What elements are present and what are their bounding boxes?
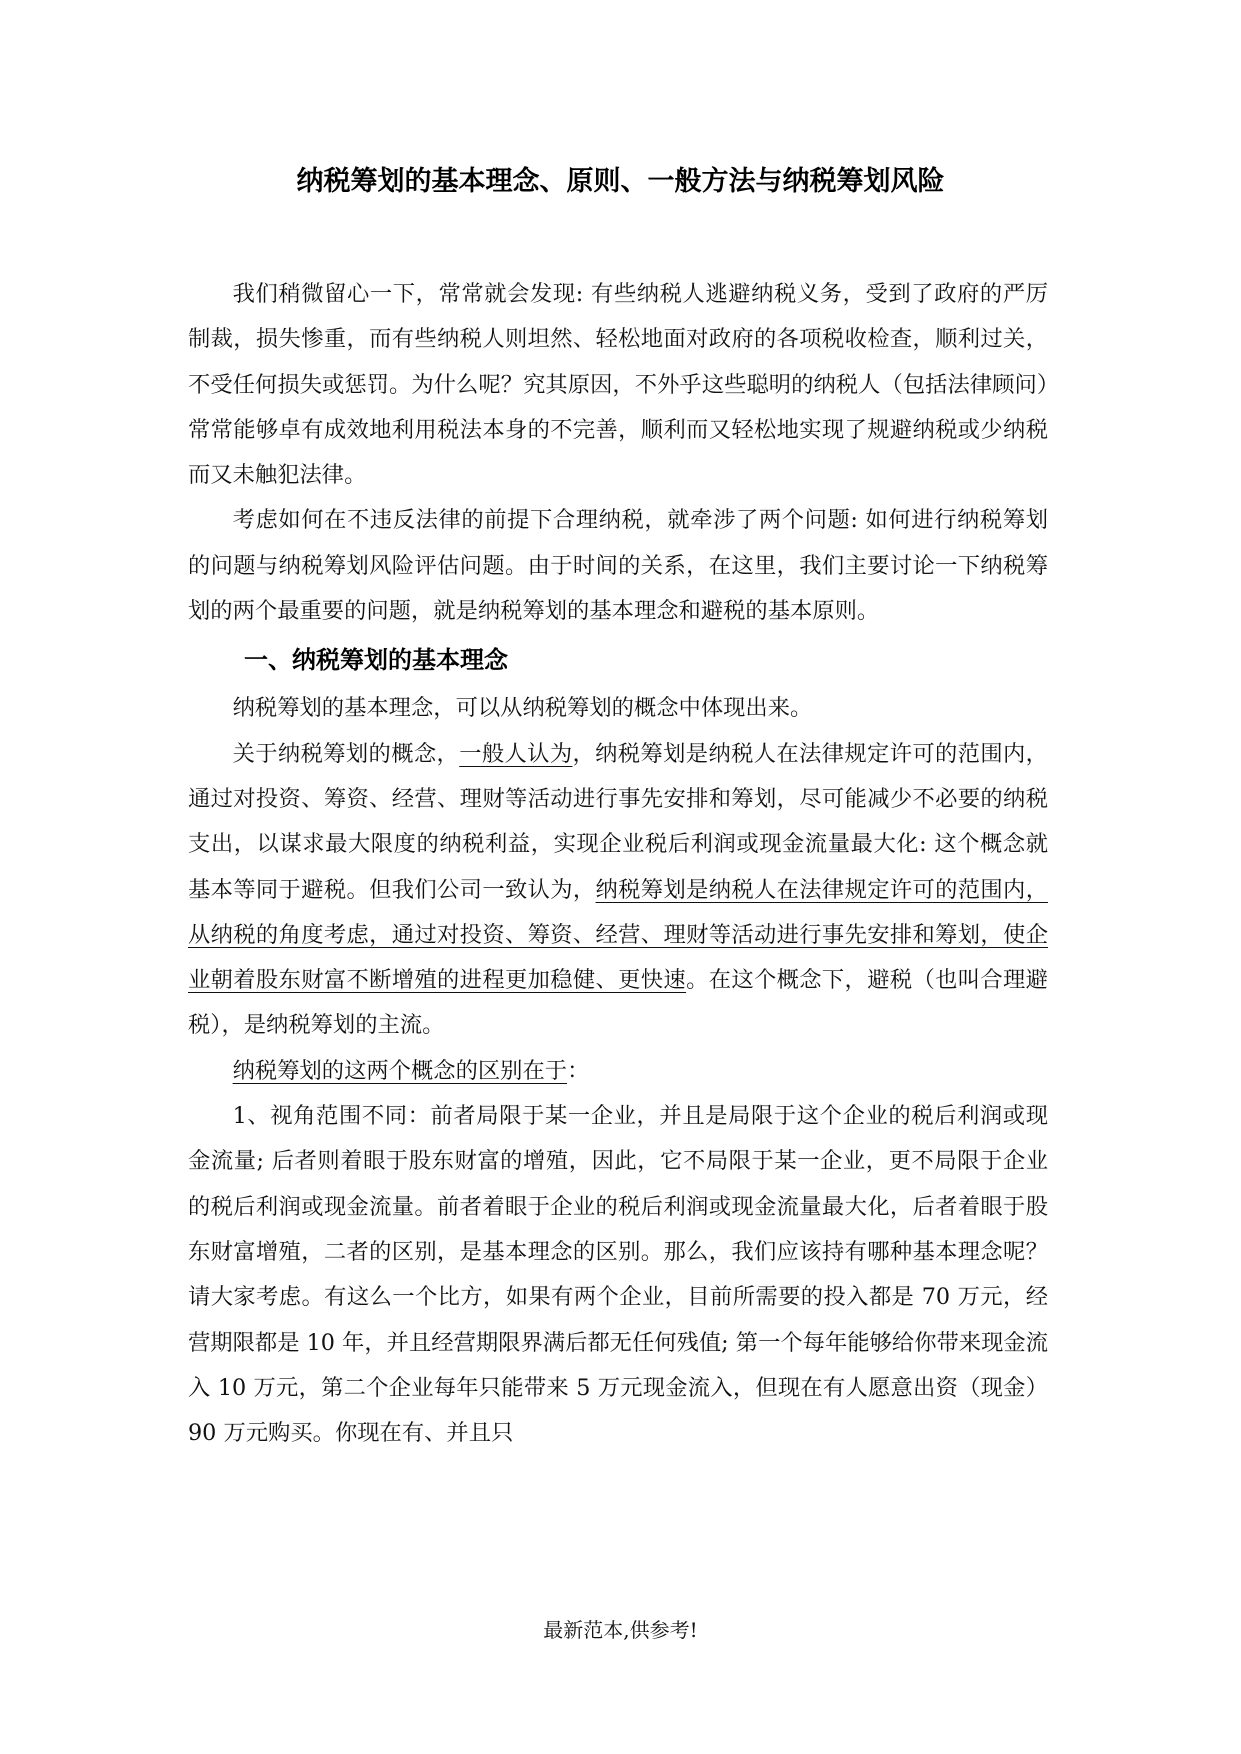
paragraph-definition <box>188 732 1048 1049</box>
difference-lead-colon: ： <box>567 1057 590 1084</box>
paragraph-two-problems: 考虑如何在不违反法律的前提下合理纳税，就牵涉了两个问题: 如何进行纳税筹划的问题与纳税筹划风险评估问题。由于时间的关系，在这里，我们主要讨论一下纳税筹划的两个最重要的问题，就是纳税筹划的基本理念和避税的基本原则。 <box>188 507 1048 625</box>
page-footer: 最新范本,供参考! <box>543 1618 698 1642</box>
definition-text-1: 关于纳税筹划的概念， <box>232 740 460 767</box>
section-heading-basic-concept: 一、纳税筹划的基本理念 <box>244 646 508 675</box>
paragraph-intro: 我们稍微留心一下，常常就会发现: 有些纳税人逃避纳税义务，受到了政府的严厉制裁，损失惨重，而有些纳税人则坦然、轻松地面对政府的各项税收检查，顺利过关，不受任何损失或惩罚。为什么呢？究其原因，不外乎这些聪明的纳税人（包括法律顾问）常常能够卓有成效地利用税法本身的不完善，顺利而又轻松地实现了规避纳税或少纳税而又未触犯法律。 <box>188 281 1048 489</box>
underlined-company-definition: 纳税筹划是纳税人在法律规定许可的范围内，从纳税的角度考虑，通过对投资、筹资、经营、理财等活动进行事先安排和筹划，使企业朝着股东财富不断增殖的进程更加稳健、更快速 <box>188 876 1048 994</box>
underlined-general-view: 一般人认为 <box>459 740 573 767</box>
definition-text-2: ，纳税筹划是纳税人在法律规定许可的范围内，通过对投资、筹资、经营、理财等活动进行事先安排和筹划，尽可能减少不必要的纳税支出，以谋求最大限度的纳税利益，实现企业税后利润或现金流量最大化: 这个概念就基本等同于避税。但我们公司一致认为， <box>188 740 1048 903</box>
document-title: 纳税筹划的基本理念、原则、一般方法与纳税筹划风险 <box>296 166 945 197</box>
underlined-difference-lead: 纳税筹划的这两个概念的区别在于 <box>232 1057 568 1084</box>
definition-text-3: 。在这个概念下，避税（也叫合理避税），是纳税筹划的主流。 <box>188 967 1048 1039</box>
document-body <box>188 272 1048 1456</box>
paragraph-concept-intro: 纳税筹划的基本理念，可以从纳税筹划的概念中体现出来。 <box>232 695 813 722</box>
paragraph-difference-1: 1、视角范围不同：前者局限于某一企业，并且是局限于这个企业的税后利润或现金流量; 后者则着眼于股东财富的增殖，因此，它不局限于某一企业，更不局限于企业的税后利润或现金流量。前者着眼于企业的税后利润或现金流量最大化，后者着眼于股东财富增殖，二者的区别，是基本理念的区别。那么，我们应该持有哪种基本理念呢？请大家考虑。有这么一个比方，如果有两个企业，目前所需要的投入都是 70 万元，经营期限都是 10 年，并且经营期限界满后都无任何残值; 第一个每年能够给你带来现金流入 10 万元，第二个企业每年只能带来 5 万元现金流入，但现在有人愿意出资（现金）90 万元购买。你现在有、并且只 <box>188 1103 1048 1447</box>
paragraph-difference-intro <box>188 1049 1048 1094</box>
